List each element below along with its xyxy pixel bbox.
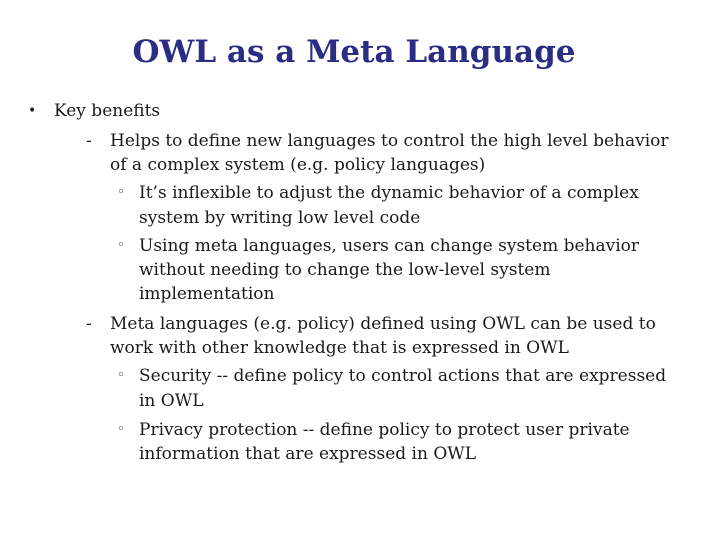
slide-title: OWL as a Meta Language [132, 34, 576, 70]
benefit-1-sub-1-line-2: system by writing low level code [139, 208, 421, 228]
benefit-2-sub-2-line-2: information that are expressed in OWL [139, 444, 477, 464]
benefit-2-sub-1-line-1: Security -- define policy to control actions that are expressed [139, 366, 667, 386]
benefit-2-sub-1-line-2: in OWL [139, 391, 204, 411]
benefit-1-sub-2-line-2: without needing to change the low-level system [139, 260, 551, 280]
bullet-disc-icon: • [28, 103, 37, 119]
bullet-ring-icon: ◦ [117, 422, 125, 437]
benefit-2-line-2: work with other knowledge that is expressed in OWL [110, 338, 569, 358]
benefit-1-sub-2-line-1: Using meta languages, users can change system behavior [139, 236, 640, 256]
bullet-ring-icon: ◦ [117, 368, 125, 383]
benefit-2-sub-2-line-1: Privacy protection -- define policy to protect user private [139, 420, 630, 440]
benefit-1-line-1: Helps to define new languages to control the high level behavior [110, 131, 669, 151]
benefit-2-line-1: Meta languages (e.g. policy) defined using OWL can be used to [110, 314, 656, 334]
benefit-1-sub-1-line-1: It’s inflexible to adjust the dynamic behavior of a complex [139, 183, 639, 203]
bullet-dash-icon: - [86, 131, 92, 151]
benefit-1-line-2: of a complex system (e.g. policy languages) [110, 155, 486, 175]
bullet-key-benefits: Key benefits [54, 101, 161, 121]
bullet-ring-icon: ◦ [117, 185, 125, 200]
bullet-dash-icon: - [86, 314, 92, 334]
benefit-1-sub-2-line-3: implementation [139, 284, 275, 304]
bullet-ring-icon: ◦ [117, 238, 125, 253]
